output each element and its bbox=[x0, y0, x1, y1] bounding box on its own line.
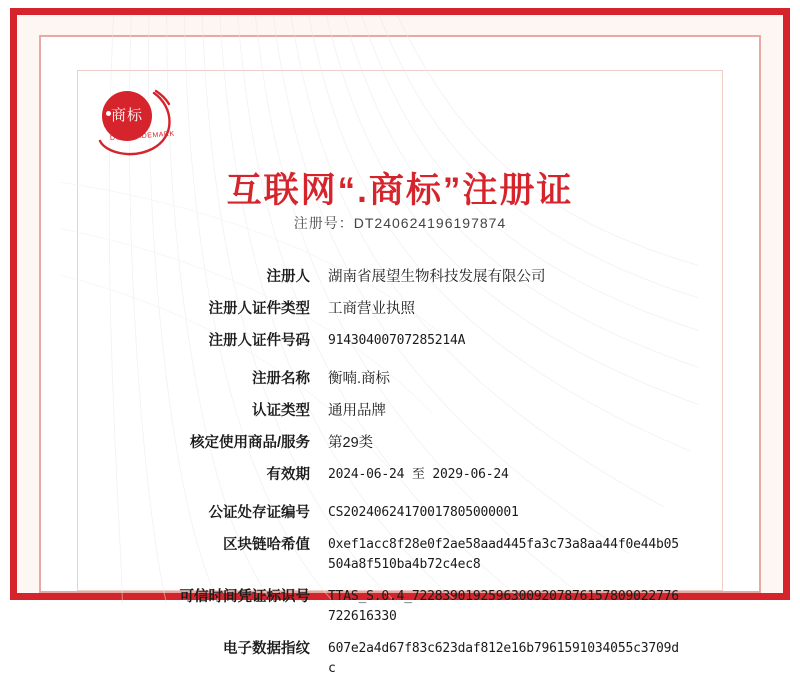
registration-number-line bbox=[78, 213, 722, 233]
field-value: 湖南省展望生物科技发展有限公司 bbox=[328, 269, 546, 285]
field-row bbox=[78, 299, 722, 319]
field-row bbox=[78, 639, 722, 679]
field-label: 注册人证件类型 bbox=[208, 301, 310, 317]
logo-dot-icon bbox=[106, 111, 111, 116]
field-label: 注册名称 bbox=[252, 371, 310, 387]
field-value: 0xef1acc8f28e0f2ae58aad445fa3c73a8aa44f0e44b05504a8f510ba4b72c4ec8 bbox=[328, 537, 679, 572]
registration-number-label: 注册号： bbox=[293, 215, 354, 231]
field-value: 衡喃.商标 bbox=[328, 371, 391, 387]
field-row bbox=[78, 433, 722, 453]
logo-mark: 商标 bbox=[102, 91, 152, 141]
field-label: 认证类型 bbox=[252, 403, 310, 419]
dottrademark-logo bbox=[96, 85, 178, 161]
field-label: 可信时间凭证标识号 bbox=[179, 589, 310, 605]
field-label: 注册人 bbox=[266, 269, 310, 285]
field-row bbox=[78, 331, 722, 351]
certificate-content bbox=[78, 71, 722, 676]
certificate-inner-border bbox=[77, 70, 723, 676]
field-row bbox=[78, 503, 722, 523]
field-value: CS20240624170017805000001 bbox=[328, 505, 519, 520]
field-value: 2024-06-24 至 2029-06-24 bbox=[328, 467, 509, 482]
field-value: 第29类 bbox=[328, 435, 374, 451]
field-row bbox=[78, 401, 722, 421]
field-label: 注册人证件号码 bbox=[208, 333, 310, 349]
field-row bbox=[78, 587, 722, 627]
field-label: 公证处存证编号 bbox=[208, 505, 310, 521]
logo-subtext: DOTTRADEMARK bbox=[109, 130, 175, 143]
registration-number-value: DT240624196197874 bbox=[353, 215, 507, 231]
field-label: 电子数据指纹 bbox=[223, 641, 310, 657]
field-value: TTAS_S.0.4_72283901925963009207876157809022776722616330 bbox=[328, 589, 679, 624]
field-row bbox=[78, 369, 722, 389]
field-label: 区块链哈希值 bbox=[223, 537, 310, 553]
certificate-middle-border bbox=[39, 35, 761, 676]
certificate-field-list bbox=[78, 267, 722, 691]
field-row bbox=[78, 465, 722, 485]
field-value: 607e2a4d67f83c623daf812e16b7961591034055c3709dc bbox=[328, 641, 679, 676]
certificate-outer-border bbox=[10, 8, 790, 676]
field-row bbox=[78, 267, 722, 287]
field-row bbox=[78, 535, 722, 575]
field-value: 91430400707285214A bbox=[328, 333, 466, 348]
page-title: 互联网“.商标”注册证 bbox=[226, 171, 574, 210]
field-label: 有效期 bbox=[266, 467, 310, 483]
field-value: 通用品牌 bbox=[328, 403, 386, 419]
field-value: 工商营业执照 bbox=[328, 301, 415, 317]
field-label: 核定使用商品/服务 bbox=[189, 435, 310, 451]
